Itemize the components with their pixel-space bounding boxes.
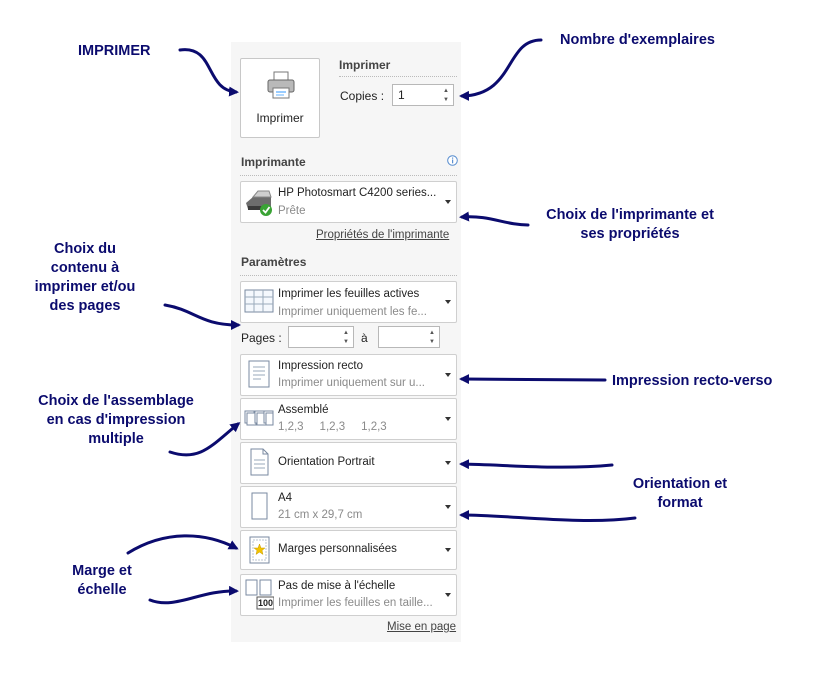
settings-section-title: Paramètres (241, 255, 307, 269)
printer-status: Prête (278, 205, 306, 217)
margins-label: Marges personnalisées (278, 543, 397, 555)
annotation-print: IMPRIMER (78, 43, 151, 59)
pages-label: Pages : (241, 331, 282, 345)
annotation-content-line: contenu à (50, 260, 120, 276)
duplex-description: Imprimer uniquement sur u... (278, 377, 426, 389)
annotation-printer-line: Choix de l'imprimante et (546, 207, 714, 223)
annotation-margin (62, 562, 142, 600)
annotation-margin-line: échelle (77, 582, 127, 598)
annotation-collate (26, 392, 206, 449)
paper-size-label: A4 (278, 492, 293, 504)
annotation-margin-line: Marge et (72, 563, 132, 579)
duplex-label: Impression recto (278, 360, 364, 372)
pages-to-label: à (361, 331, 368, 345)
scaling-description: Imprimer les feuilles en taille... (278, 597, 433, 609)
print-what-label: Imprimer les feuilles actives (278, 288, 420, 300)
scaling-badge: 100 (258, 598, 274, 608)
chevron-up-icon[interactable]: ▲ (443, 88, 449, 94)
collate-description: 1,2,3 1,2,3 1,2,3 (278, 421, 387, 433)
page-setup-link[interactable]: Mise en page (387, 621, 457, 633)
chevron-down-icon[interactable]: ▼ (429, 339, 435, 345)
chevron-up-icon[interactable]: ▲ (343, 330, 349, 336)
annotation-orientation-line: format (657, 495, 703, 511)
annotation-content-line: imprimer et/ou (34, 279, 136, 295)
annotation-printer-line: ses propriétés (580, 226, 680, 242)
chevron-down-icon[interactable]: ▼ (443, 97, 449, 103)
print-section-title: Imprimer (339, 58, 391, 72)
copies-value: 1 (398, 88, 405, 102)
collate-label: Assemblé (278, 404, 329, 416)
annotation-content-line: Choix du (53, 241, 117, 257)
chevron-up-icon[interactable]: ▲ (429, 330, 435, 336)
orientation-label: Orientation Portrait (278, 456, 375, 468)
annotation-duplex: Impression recto-verso (612, 373, 773, 389)
paper-size-description: 21 cm x 29,7 cm (278, 509, 363, 521)
printer-section-title: Imprimante (241, 155, 306, 169)
annotation-printer (530, 206, 730, 244)
printer-properties-link[interactable]: Propriétés de l'imprimante (316, 229, 450, 241)
annotation-collate-line: multiple (88, 431, 144, 447)
print-button-label: Imprimer (256, 111, 304, 125)
annotation-copies: Nombre d'exemplaires (560, 32, 715, 48)
annotation-orientation (610, 475, 750, 513)
copies-label: Copies : (340, 89, 385, 103)
annotation-collate-line: en cas d'impression (46, 412, 186, 428)
printer-name: HP Photosmart C4200 series... (278, 187, 437, 199)
annotation-content-line: des pages (49, 298, 121, 314)
scaling-label: Pas de mise à l'échelle (278, 580, 396, 592)
annotation-orientation-line: Orientation et (632, 476, 728, 492)
chevron-down-icon[interactable]: ▼ (343, 339, 349, 345)
annotation-content (25, 240, 145, 316)
annotation-collate-line: Choix de l'assemblage (38, 393, 194, 409)
print-what-description: Imprimer uniquement les fe... (278, 306, 427, 318)
